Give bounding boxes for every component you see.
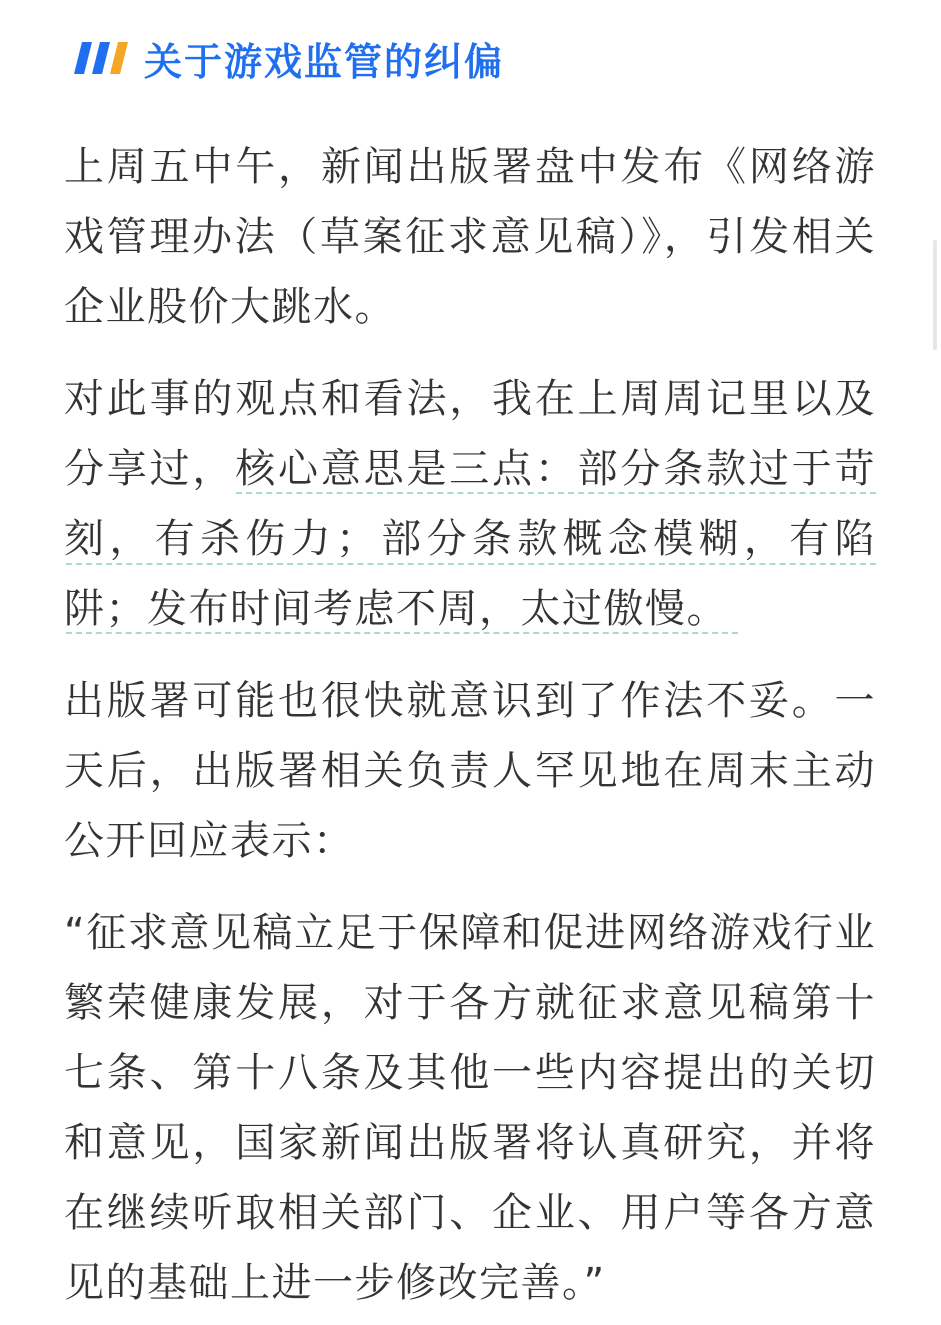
- highlight-underline: [66, 563, 876, 565]
- section-heading: [64, 30, 876, 86]
- paragraph-quote: “征求意见稿立足于保障和促进网络游戏行业繁荣健康发展，对于各方就征求意见稿第十七条、第十八条及其他一些内容提出的关切和意见，国家新闻出版署将认真研究，并将在继续听取相关部门、企业、用户等各方意见的基础上进一步修改完善。”: [64, 910, 876, 1306]
- paragraph-response: 出版署可能也很快就意识到了作法不妥。一天后，出版署相关负责人罕见地在周末主动公开回应表示：: [64, 678, 876, 864]
- triple-slash-icon: [74, 40, 128, 76]
- highlight-underline: [66, 632, 738, 634]
- paragraph-opinion: 对此事的观点和看法，我在上周周记里以及分享过，核心意思是三点：部分条款过于苛刻，有杀伤力；部分条款概念模糊，有陷阱；发布时间考虑不周，太过傲慢。: [64, 376, 876, 632]
- scrollbar[interactable]: [933, 240, 937, 350]
- article: [64, 30, 876, 1318]
- highlight-underline: [236, 492, 876, 494]
- paragraph-intro: 上周五中午，新闻出版署盘中发布《网络游戏管理办法（草案征求意见稿）》，引发相关企业股价大跳水。: [64, 144, 876, 330]
- heading-title: 关于游戏监管的纠偏: [144, 39, 505, 84]
